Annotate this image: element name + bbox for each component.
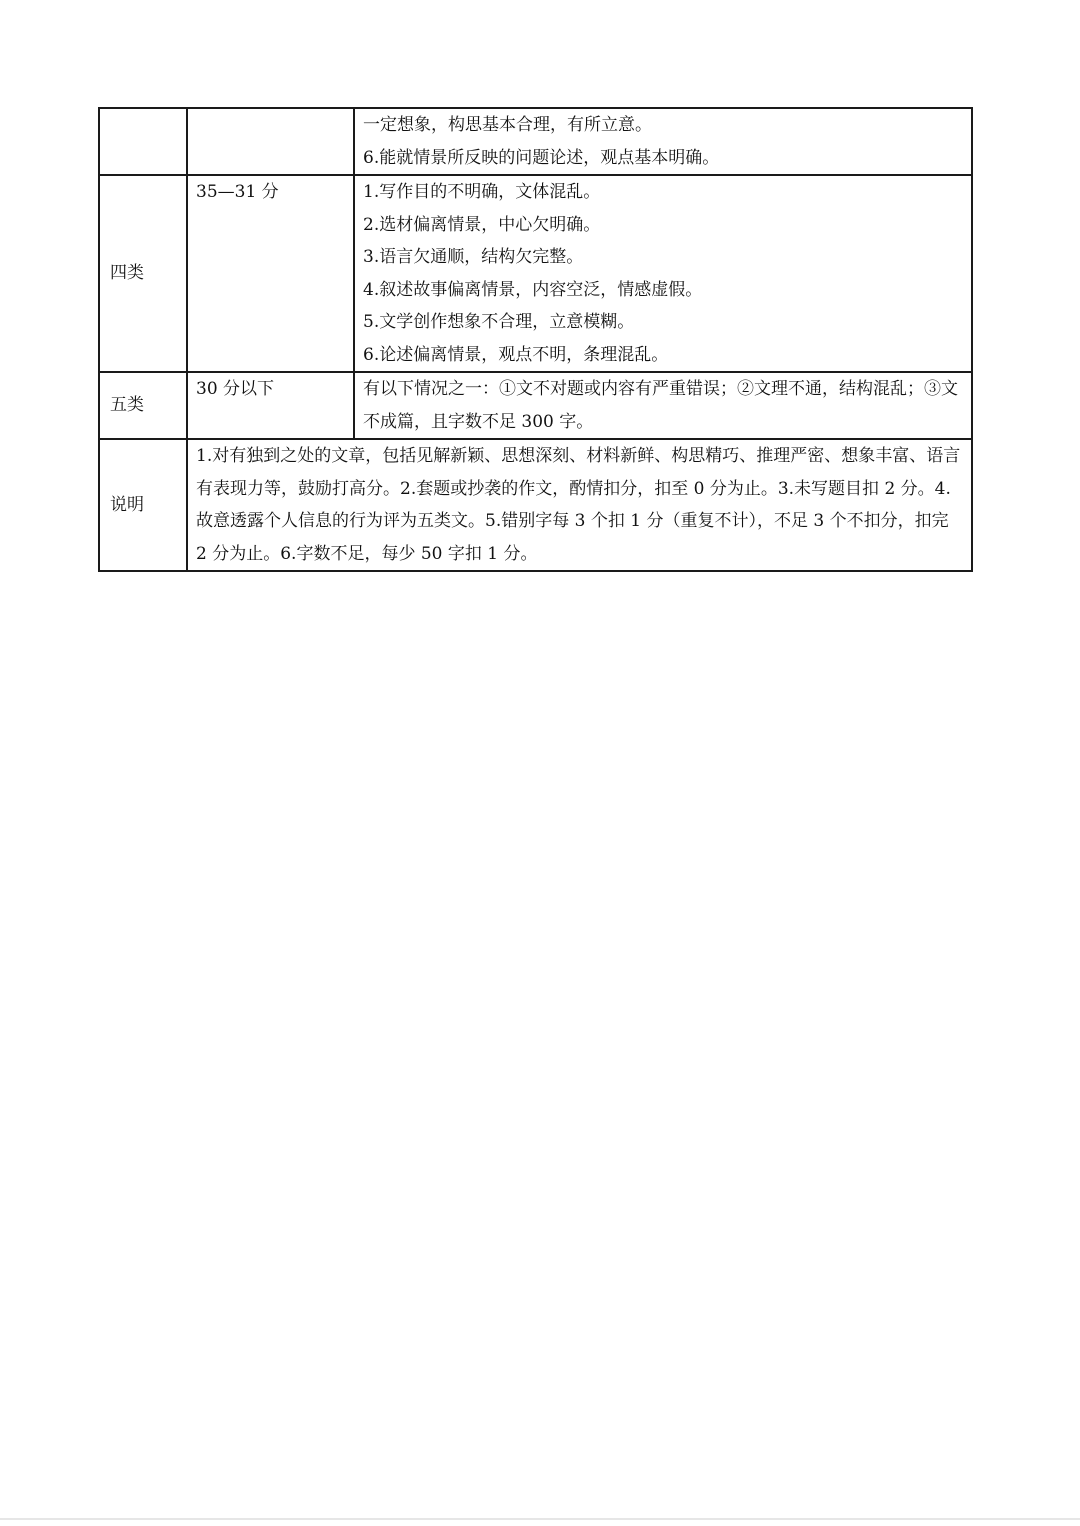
criteria-item: 2.选材偏离情景，中心欠明确。 [363, 214, 601, 235]
notes-text: 1.对有独到之处的文章，包括见解新颖、思想深刻、材料新鲜、构思精巧、推理严密、想象丰富、语言有表现力等，鼓励打高分。2.套题或抄袭的作文，酌情扣分，扣至 0 分为止。3.未写题目扣 2 分。4.故意透露个人信息的行为评为五类文。5.错别字每 3 个扣 1 分（重复不计），不足 3 个不扣分，扣完 2 分为止。6.字数不足，每少 50 字扣 1 分。 [196, 446, 961, 564]
criteria-item: 5.文学创作想象不合理，立意模糊。 [363, 312, 635, 332]
category-cell: 四类 [99, 175, 187, 372]
category-cell: 说明 [99, 439, 187, 571]
criteria-cell [354, 175, 972, 372]
criteria-cell [354, 108, 972, 175]
category-cell [99, 108, 187, 175]
criteria-item: 4.叙述故事偏离情景，内容空泛，情感虚假。 [363, 279, 703, 300]
criteria-item: 3.语言欠通顺，结构欠完整。 [363, 247, 584, 267]
criteria-item: 6.能就情景所反映的问题论述，观点基本明确。 [363, 147, 720, 168]
category-cell: 五类 [99, 372, 187, 439]
criteria-cell [354, 372, 972, 439]
notes-cell [187, 439, 972, 571]
page-bottom-edge [0, 1518, 1080, 1520]
table-row [99, 108, 972, 175]
score-cell: 35—31 分 [187, 175, 354, 372]
criteria-item: 一定想象，构思基本合理，有所立意。 [363, 115, 652, 135]
table-row [99, 439, 972, 571]
score-cell: 30 分以下 [187, 372, 354, 439]
table-row [99, 175, 972, 372]
grading-rubric-table [98, 107, 973, 572]
criteria-item: 1.写作目的不明确，文体混乱。 [363, 182, 601, 202]
criteria-item: 6.论述偏离情景，观点不明，条理混乱。 [363, 344, 669, 365]
score-cell [187, 108, 354, 175]
criteria-text: 有以下情况之一：①文不对题或内容有严重错误；②文理不通，结构混乱；③文不成篇，且字数不足 300 字。 [363, 379, 958, 432]
table-row [99, 372, 972, 439]
